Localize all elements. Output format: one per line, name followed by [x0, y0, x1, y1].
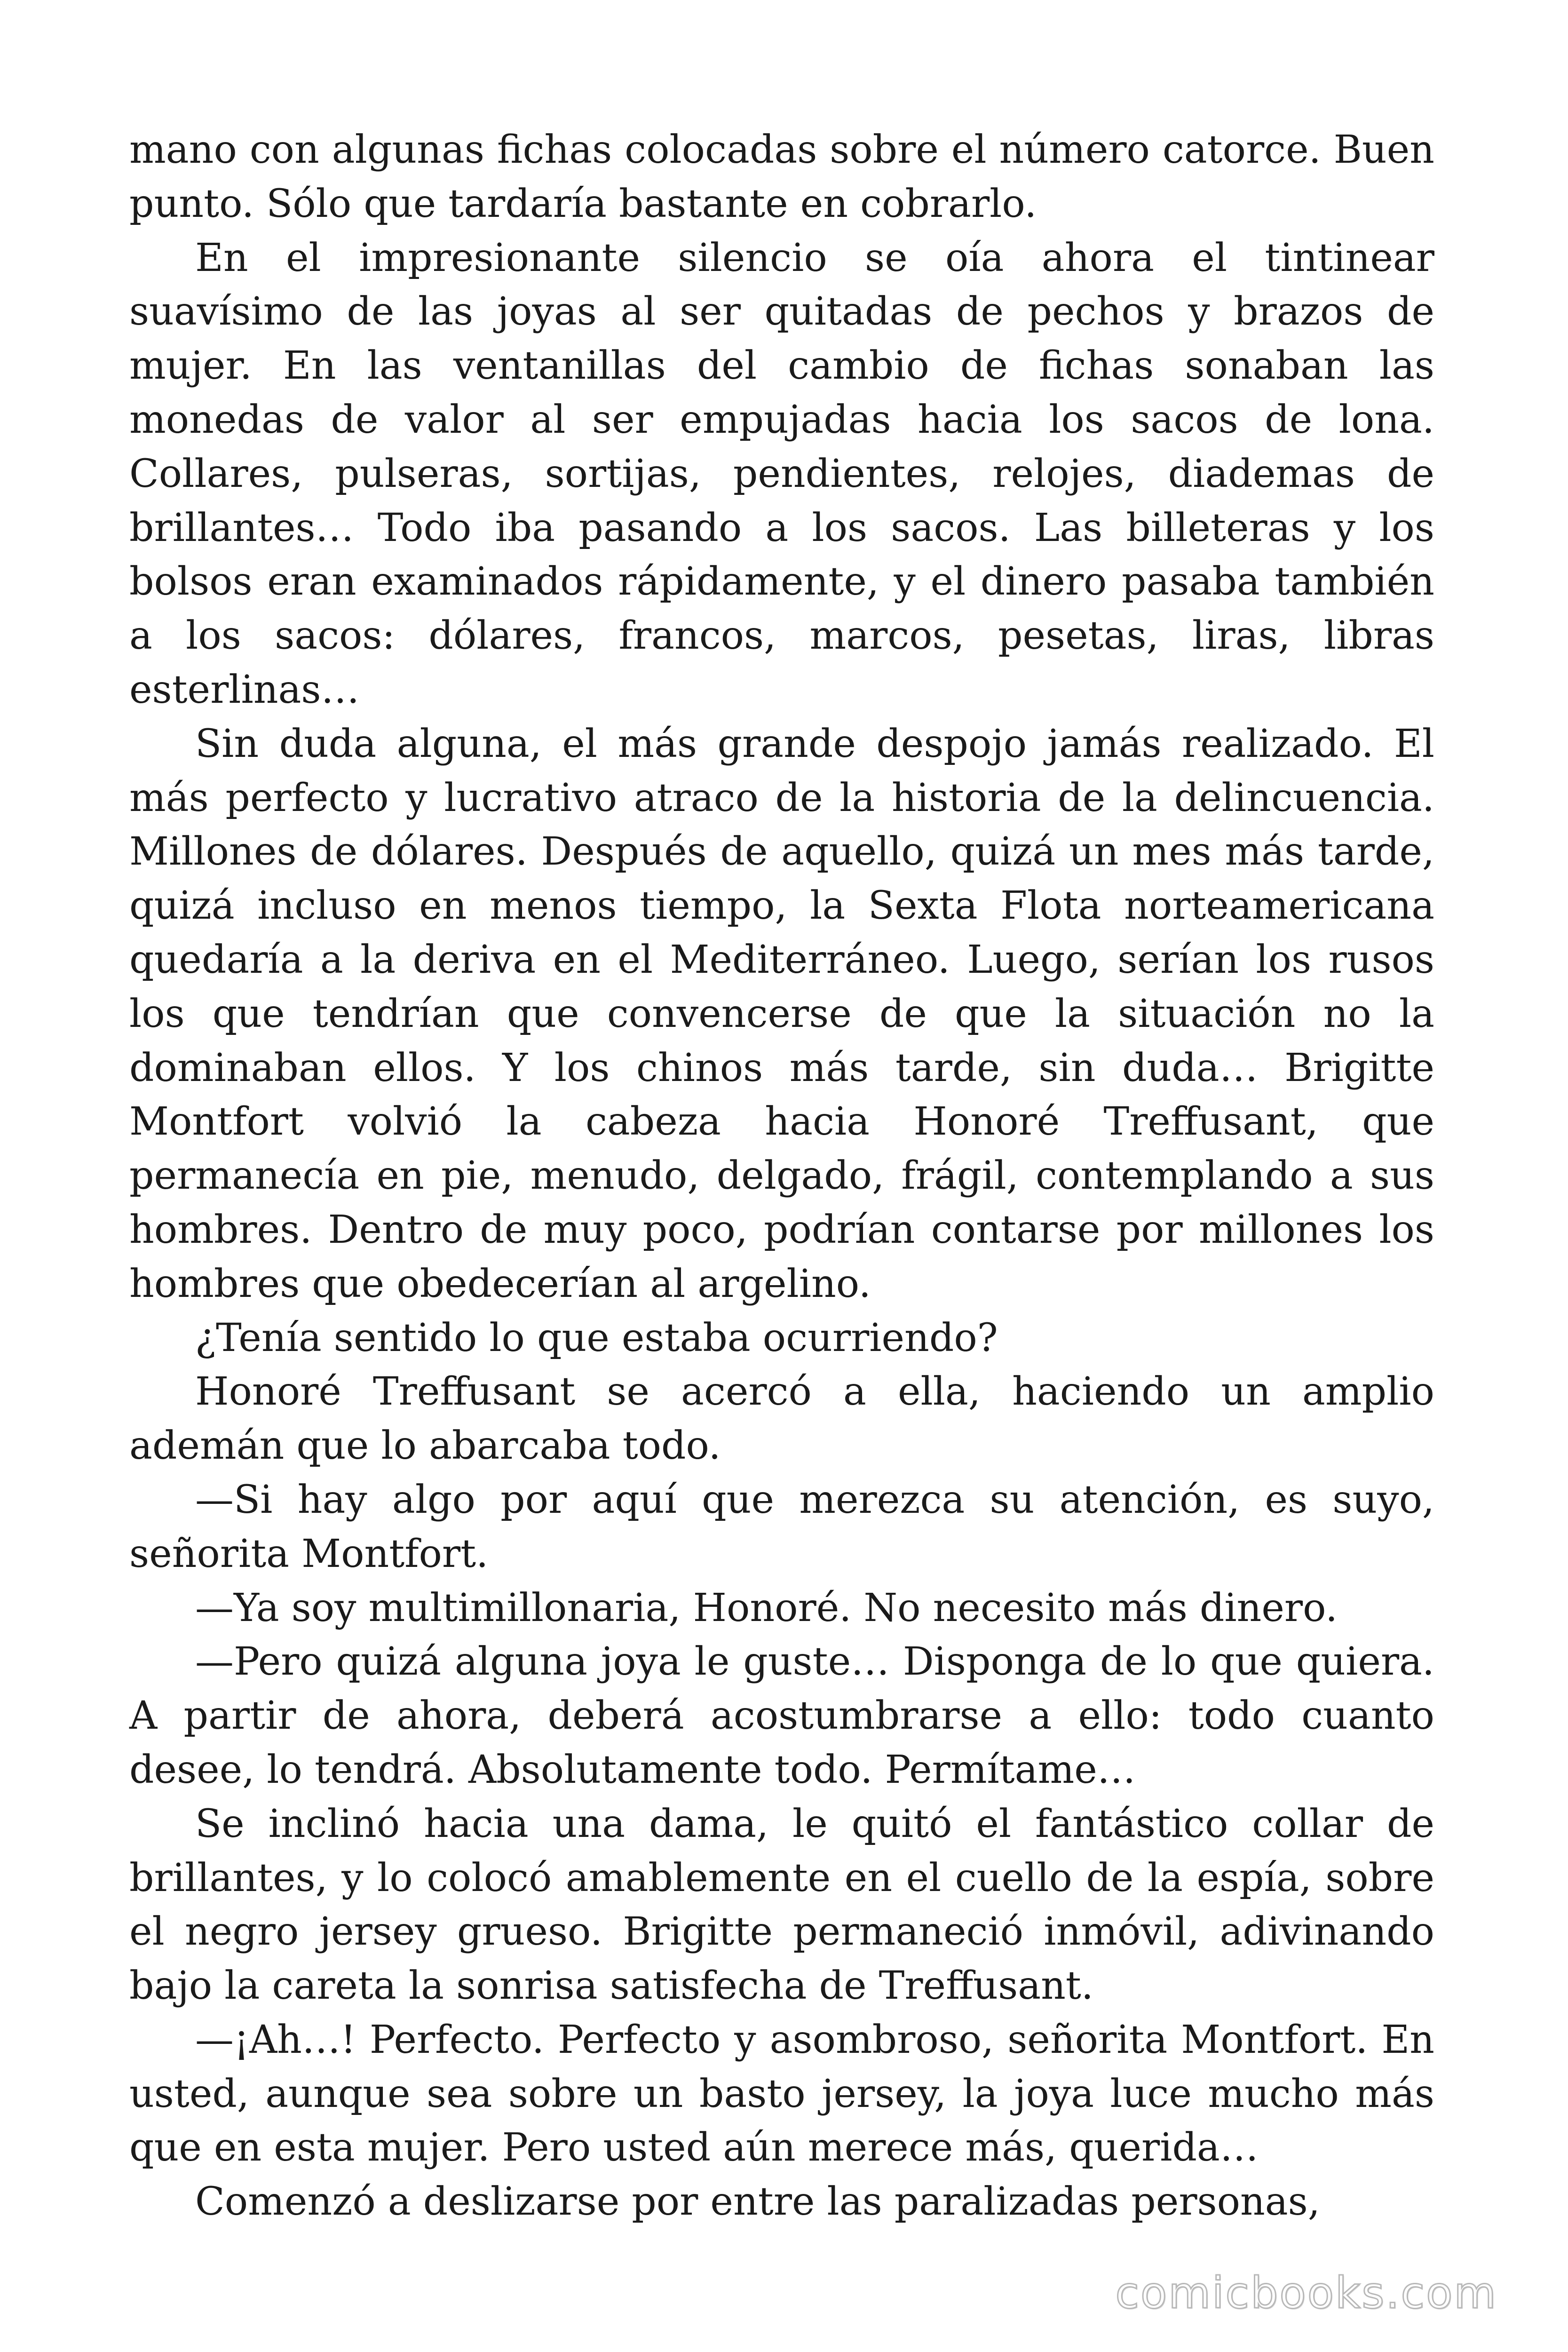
paragraph-2: En el impresionante silencio se oía ahora el tintinear suavísimo de las joyas al ser quitadas de pechos y brazos de mujer. En las ventanillas del cambio de fichas sonaban las monedas de valor al ser empujadas hacia los sacos de lona. Collares, pulseras, sortijas, pendientes, relojes, diademas de brillantes… Todo iba pasando a los sacos. Las billeteras y los bolsos eran examinados rápidamente, y el dinero pasaba también a los sacos: dólares, francos, marcos, pesetas, liras, libras esterlinas… [129, 235, 1434, 712]
paragraph-4: ¿Tenía sentido lo que estaba ocurriendo? [195, 1315, 998, 1360]
body-text [129, 123, 1434, 2229]
paragraph-10: —¡Ah…! Perfecto. Perfecto y asombroso, señorita Montfort. En usted, aunque sea sobre un basto jersey, la joya luce mucho más que en esta mujer. Pero usted aún merece más, querida… [129, 2017, 1434, 2170]
paragraph-8: —Pero quizá alguna joya le guste… Disponga de lo que quiera. A partir de ahora, deberá acostumbrarse a ello: todo cuanto desee, lo tendrá. Absolutamente todo. Permítame… [129, 1639, 1434, 1792]
paragraph-9: Se inclinó hacia una dama, le quitó el fantástico collar de brillantes, y lo colocó amablemente en el cuello de la espía, sobre el negro jersey grueso. Brigitte permaneció inmóvil, adivinando bajo la careta la sonrisa satisfecha de Treffusant. [129, 1801, 1434, 2009]
paragraph-5: Honoré Treffusant se acercó a ella, haciendo un amplio ademán que lo abarcaba todo. [129, 1369, 1434, 1469]
paragraph-3: Sin duda alguna, el más grande despojo jamás realizado. El más perfecto y lucrativo atraco de la historia de la delincuencia. Millones de dólares. Después de aquello, quizá un mes más tarde, quizá incluso en menos tiempo, la Sexta Flota norteamericana quedaría a la deriva en el Mediterráneo. Luego, serían los rusos los que tendrían que convencerse de que la situación no la dominaban ellos. Y los chinos más tarde, sin duda… Brigitte Montfort volvió la cabeza hacia Honoré Treffusant, que permanecía en pie, menudo, delgado, frágil, contemplando a sus hombres. Dentro de muy poco, podrían contarse por millones los hombres que obedecerían al argelino. [129, 721, 1434, 1306]
paragraph-11: Comenzó a deslizarse por entre las paralizadas personas, [195, 2179, 1320, 2225]
paragraph-1: mano con algunas fichas colocadas sobre el número catorce. Buen punto. Sólo que tardaría bastante en cobrarlo. [129, 127, 1434, 226]
paragraph-6: —Si hay algo por aquí que merezca su atención, es suyo, señorita Montfort. [129, 1477, 1434, 1576]
paragraph-7: —Ya soy multimillonaria, Honoré. No necesito más dinero. [195, 1585, 1338, 1630]
watermark-text: comicbooks.com [1115, 2268, 1497, 2318]
